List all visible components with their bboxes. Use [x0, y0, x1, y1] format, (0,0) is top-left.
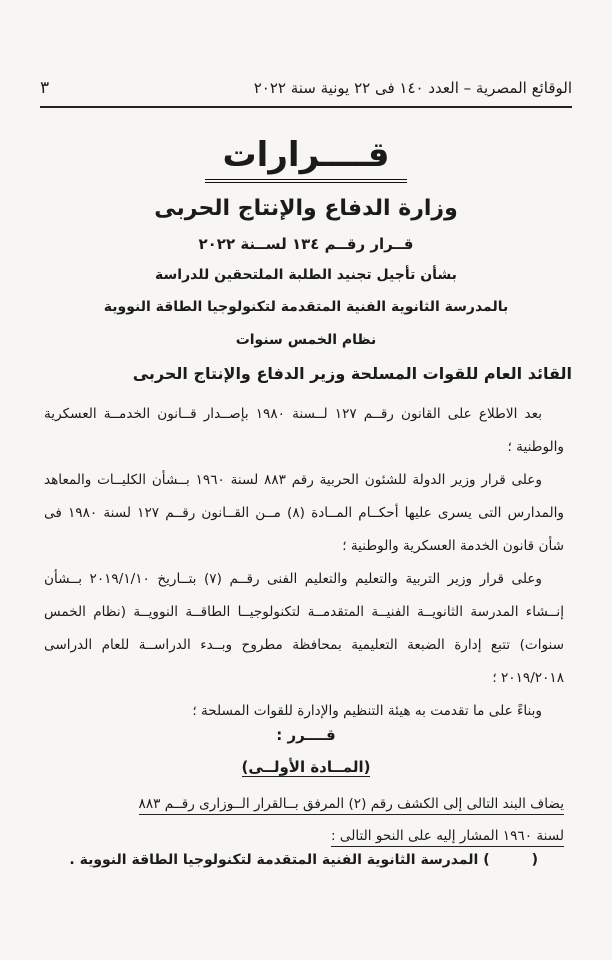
article-body: [44, 788, 564, 852]
preamble-paragraph: وعلى قرار وزير الدولة للشئون الحربية رقم ٨٨٣ لسنة ١٩٦٠ بــشأن الكليــات والمعاهد والمدارس التى يسرى عليها أحكــام المــادة (٨) مــن القــانون رقــم ١٢٧ لسنة ١٩٨٠ فى شأن قانون الخدمة العسكرية والوطنية ؛: [44, 472, 565, 554]
decree-subject-line-1: بشأن تأجيل تجنيد الطلبة الملتحقين للدراسة: [155, 267, 457, 283]
decided-heading: قــــرر :: [276, 726, 336, 744]
item-open-paren: (: [531, 852, 538, 868]
issuing-authority: القائد العام للقوات المسلحة وزير الدفاع والإنتاج الحربى: [132, 364, 572, 383]
page-number: ٣: [40, 78, 50, 98]
preamble: [44, 398, 564, 728]
decree-subject-line-2: بالمدرسة الثانوية الفنية المتقدمة لتكنولوجيا الطاقة النووية: [103, 299, 509, 315]
item-text: ) المدرسة الثانوية الفنية المتقدمة لتكنولوجيا الطاقة النووية .: [69, 852, 490, 868]
page-header: [40, 70, 572, 108]
article-heading: (المــادة الأولــى): [241, 758, 371, 776]
section-title: قــــرارات: [0, 135, 612, 183]
addition-line-1: يضاف البند التالى إلى الكشف رقم (٢) المرفق بــالقرار الــوزارى رقــم ٨٨٣: [139, 796, 564, 815]
gazette-issue: الوقائع المصرية – العدد ١٤٠ فى ٢٢ يونية سنة ٢٠٢٢: [253, 79, 572, 97]
addition-line-2: لسنة ١٩٦٠ المشار إليه على النحو التالى :: [331, 828, 564, 847]
decree-number: قــرار رقــم ١٣٤ لســنة ٢٠٢٢: [198, 235, 414, 253]
preamble-paragraph: بعد الاطلاع على القانون رقــم ١٢٧ لــسنة ١٩٨٠ بإصــدار قــانون الخدمــة العسكرية والوطنية ؛: [44, 406, 564, 455]
decree-subject-line-3: نظام الخمس سنوات: [235, 332, 377, 348]
preamble-paragraph: وعلى قرار وزير التربية والتعليم والتعليم الفنى رقــم (٧) بتــاريخ ٢٠١٩/١/١٠ بــشأن إنــشاء المدرسة الثانويــة الفنيــة المتقدمــة لتكنولوجيــا الطاقــة النوويــة (نظام الخمس سنوات) تتبع إدارة الضبعة التعليمية بمحافظة مطروح وبــدء الدراســة للعام الدراسى ٢٠١٩/٢٠١٨ ؛: [44, 571, 564, 686]
ministry-name: وزارة الدفاع والإنتاج الحربى: [154, 196, 458, 221]
added-item: [60, 852, 542, 868]
preamble-paragraph: وبناءً على ما تقدمت به هيئة التنظيم والإدارة للقوات المسلحة ؛: [192, 703, 542, 719]
